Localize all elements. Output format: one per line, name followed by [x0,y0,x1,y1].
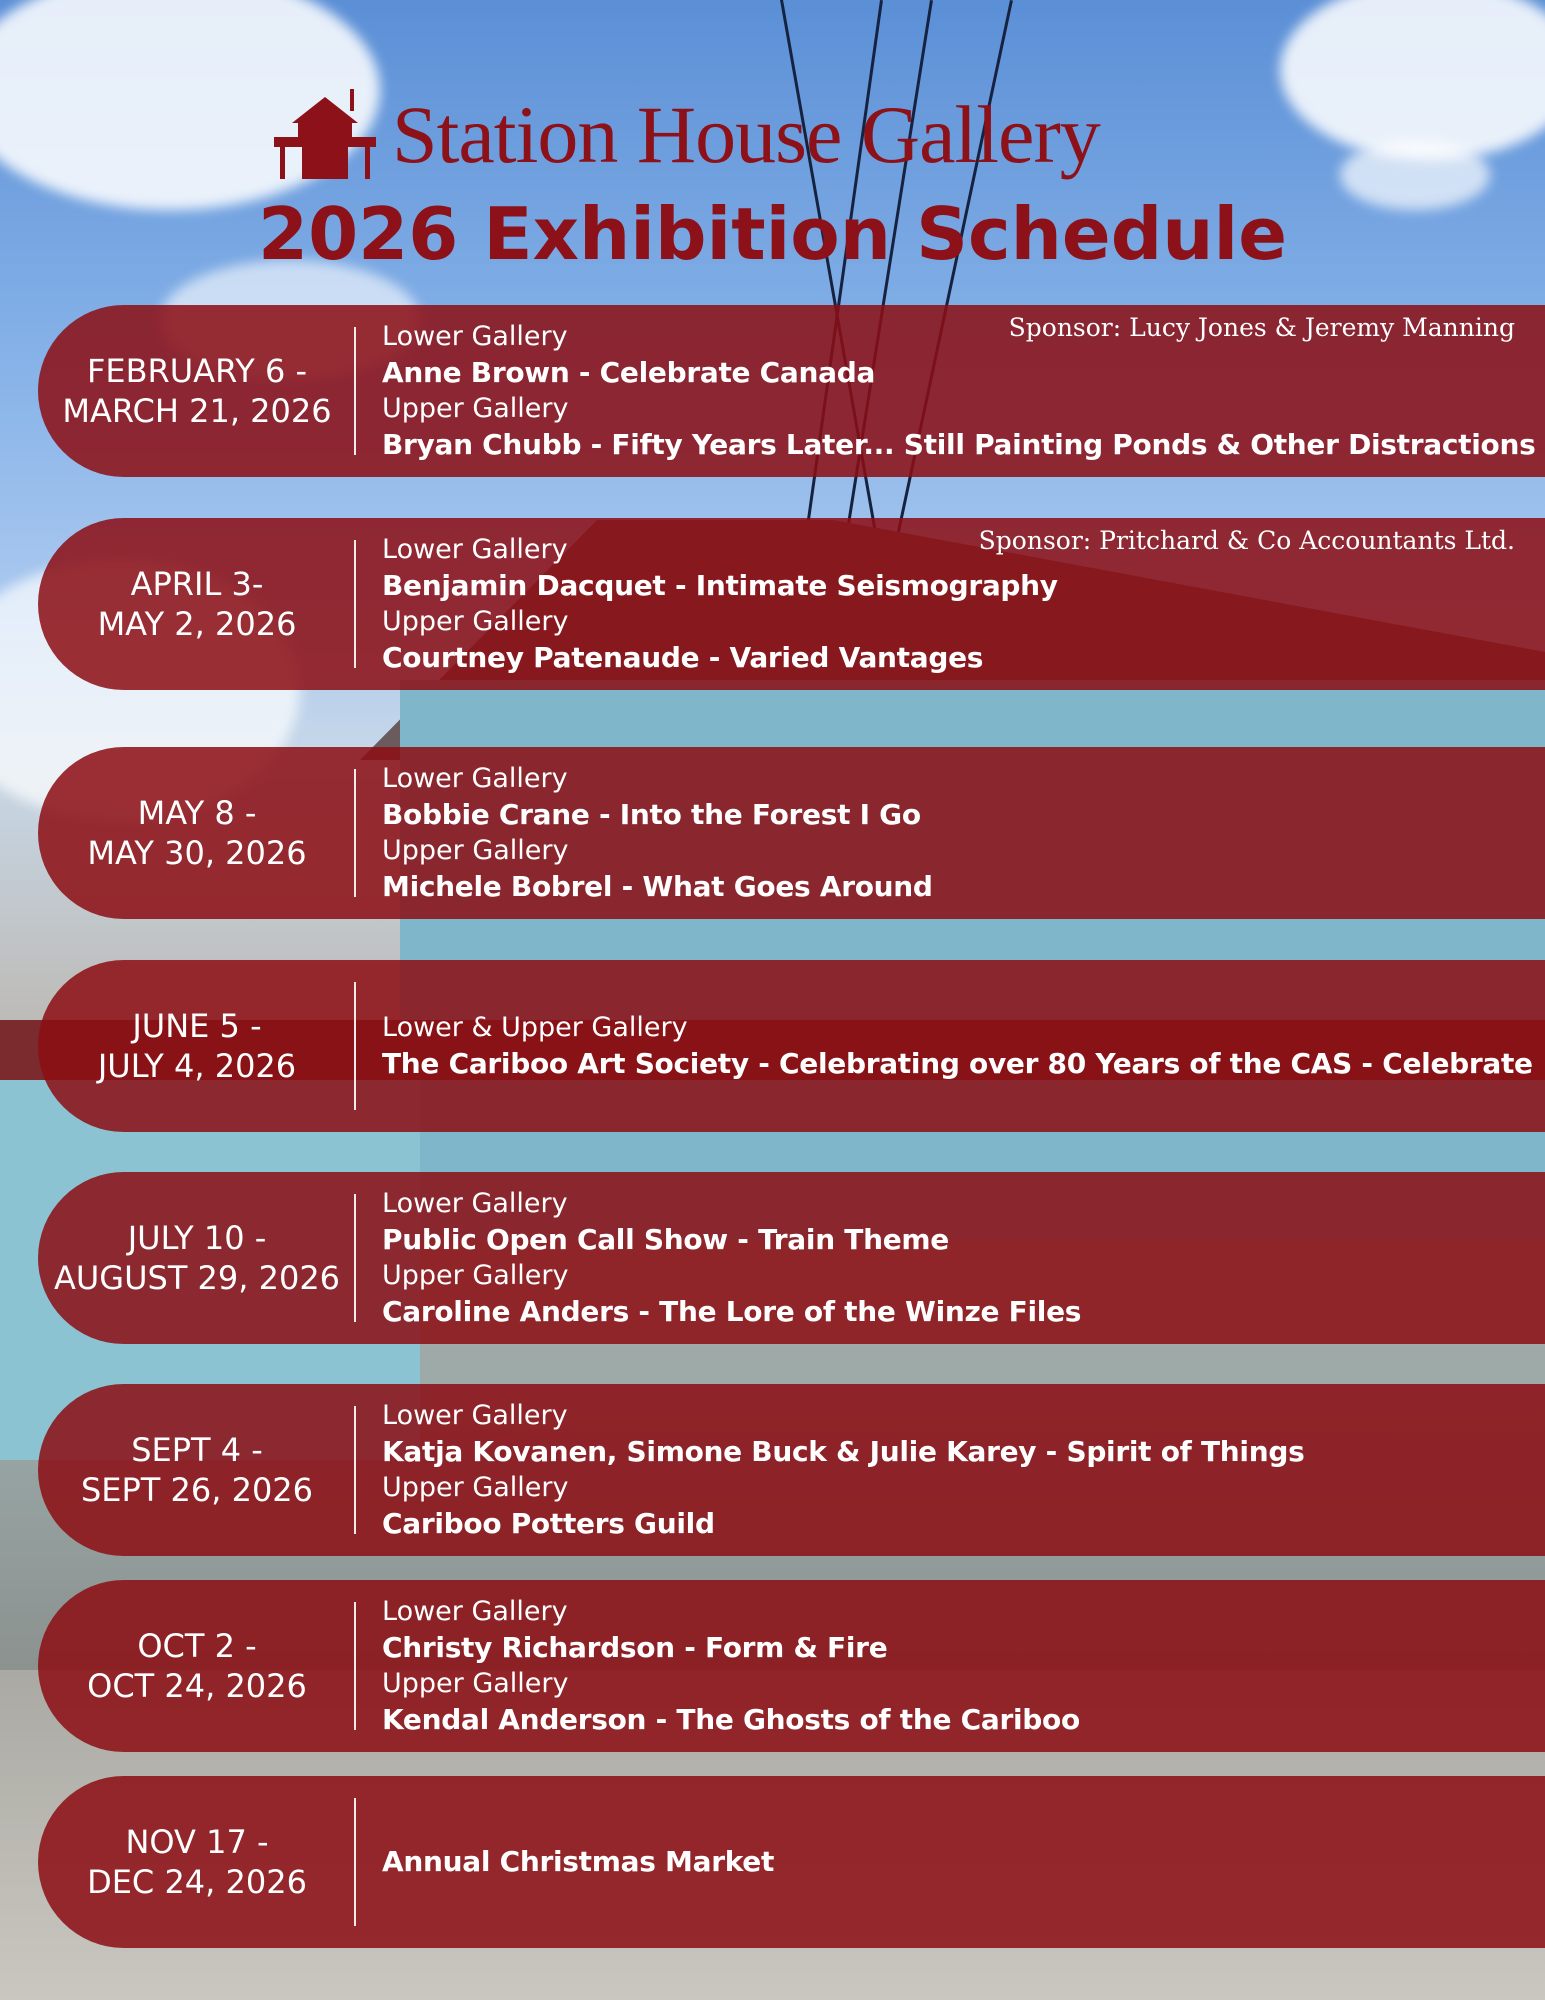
divider [354,327,356,455]
exhibition-dates: NOV 17 - DEC 24, 2026 [87,1823,307,1901]
schedule-item [38,518,1545,690]
sponsor-text: Sponsor: Lucy Jones & Jeremy Manning [1008,313,1515,342]
logo-text: Station House Gallery [392,89,1100,180]
page-title: 2026 Exhibition Schedule [257,192,1288,276]
exhibition-title: Public Open Call Show - Train Theme [382,1223,949,1256]
exhibition-details [382,1172,1525,1344]
exhibition-dates: MAY 8 - MAY 30, 2026 [87,794,307,872]
exhibition-dates: OCT 2 - OCT 24, 2026 [87,1627,307,1705]
station-house-icon [270,85,380,185]
schedule-item [38,1776,1545,1948]
exhibition-dates: APRIL 3- MAY 2, 2026 [97,565,297,643]
exhibition-title: Anne Brown - Celebrate Canada [382,356,876,389]
schedule-item [38,1172,1545,1344]
exhibition-title: Katja Kovanen, Simone Buck & Julie Karey - Spirit of Things [382,1435,1305,1468]
gallery-label: Lower Gallery [382,321,568,352]
exhibition-title: Cariboo Potters Guild [382,1507,715,1540]
schedule-item [38,1384,1545,1556]
exhibition-dates: JULY 10 - AUGUST 29, 2026 [53,1219,341,1297]
exhibition-title: Kendal Anderson - The Ghosts of the Cariboo [382,1703,1080,1736]
divider [354,1798,356,1926]
exhibition-title: Christy Richardson - Form & Fire [382,1631,888,1664]
gallery-label: Upper Gallery [382,1260,569,1291]
gallery-label: Upper Gallery [382,835,569,866]
exhibition-details [382,1580,1525,1752]
exhibition-title: Bryan Chubb - Fifty Years Later... Still Painting Ponds & Other Distractions [382,428,1536,461]
exhibition-dates: SEPT 4 - SEPT 26, 2026 [80,1431,314,1509]
gallery-label: Lower Gallery [382,1188,568,1219]
exhibition-details [382,747,1525,919]
divider [354,982,356,1110]
exhibition-dates: JUNE 5 - JULY 4, 2026 [97,1007,297,1085]
gallery-logo [270,80,1310,190]
schedule-item [38,1580,1545,1752]
gallery-label: Upper Gallery [382,606,569,637]
exhibition-title: Annual Christmas Market [382,1845,775,1878]
gallery-label: Lower Gallery [382,534,568,565]
schedule-item [38,747,1545,919]
exhibition-details [382,1776,1525,1948]
gallery-label: Lower Gallery [382,763,568,794]
exhibition-dates: FEBRUARY 6 - MARCH 21, 2026 [62,352,332,430]
exhibition-title: Courtney Patenaude - Varied Vantages [382,641,984,674]
sponsor-text: Sponsor: Pritchard & Co Accountants Ltd. [978,526,1515,555]
gallery-label: Upper Gallery [382,1472,569,1503]
exhibition-details [382,960,1533,1132]
exhibition-title: Michele Bobrel - What Goes Around [382,870,933,903]
divider [354,540,356,668]
exhibition-details [382,1384,1525,1556]
schedule-item [38,305,1545,477]
divider [354,769,356,897]
exhibition-details [382,305,1536,477]
divider [354,1194,356,1322]
divider [354,1602,356,1730]
gallery-label: Upper Gallery [382,1668,569,1699]
gallery-label: Lower Gallery [382,1400,568,1431]
exhibition-title: Caroline Anders - The Lore of the Winze Files [382,1295,1082,1328]
gallery-label: Upper Gallery [382,393,569,424]
exhibition-title: Bobbie Crane - Into the Forest I Go [382,798,921,831]
gallery-label: Lower & Upper Gallery [382,1012,688,1043]
schedule-item [38,960,1545,1132]
exhibition-title: Benjamin Dacquet - Intimate Seismography [382,569,1058,602]
divider [354,1406,356,1534]
exhibition-title: The Cariboo Art Society - Celebrating over 80 Years of the CAS - Celebrate [382,1047,1533,1080]
exhibition-details [382,518,1525,690]
gallery-label: Lower Gallery [382,1596,568,1627]
